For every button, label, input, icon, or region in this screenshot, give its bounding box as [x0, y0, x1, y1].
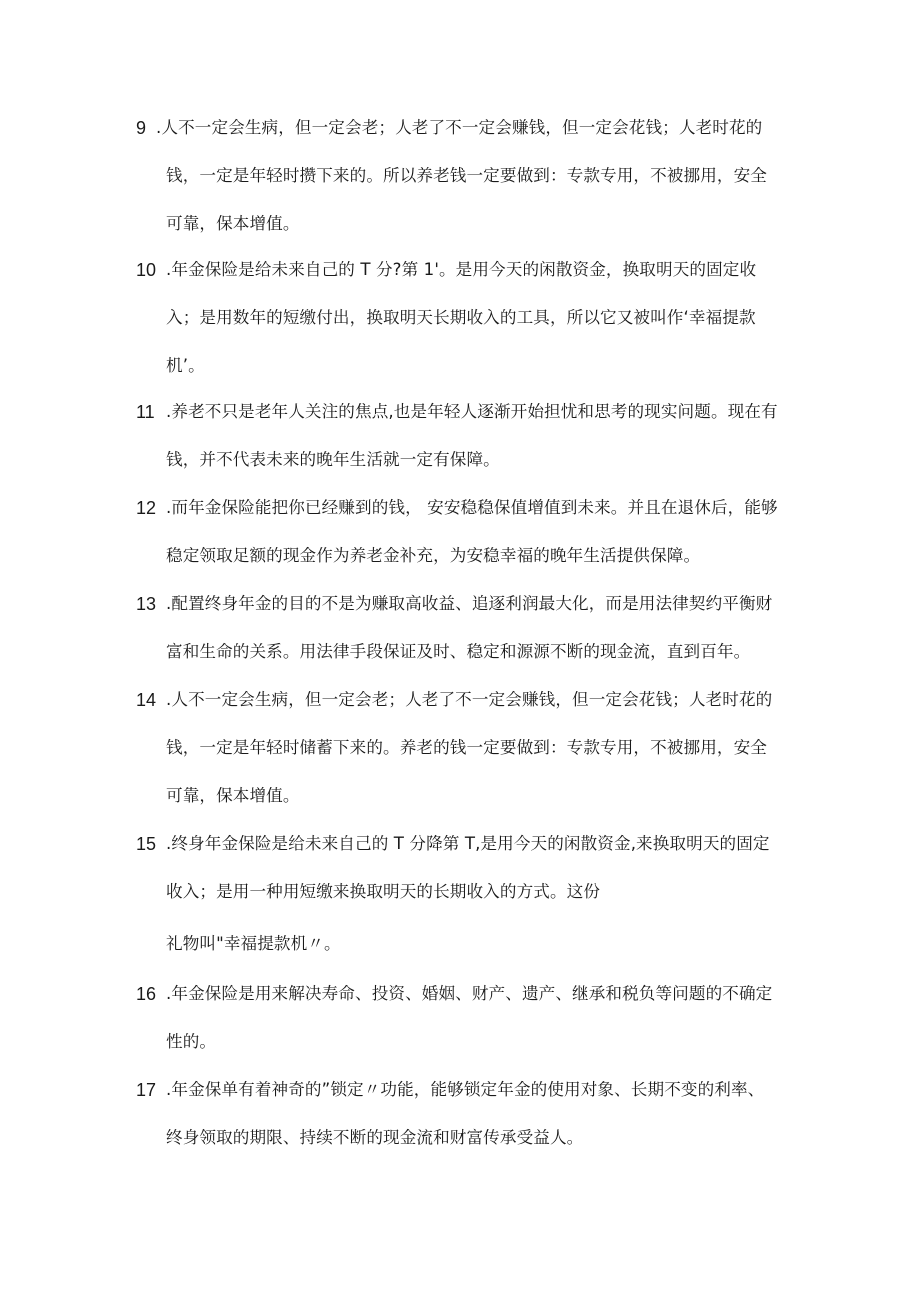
item-number: 12: [136, 498, 157, 518]
item-text-line: 收入；是用一种用短缴来换取明天的长期收入的方式。这份: [166, 882, 601, 901]
item-text-line: .年金保险是给未来自己的 T 分?第 1'。是用今天的闲散资金，换取明天的固定收: [166, 260, 757, 279]
item-number: 14: [136, 690, 157, 710]
item-text-line: .年金保单有着神奇的”锁定〃功能，能够锁定年金的使用对象、长期不变的利率、: [166, 1080, 765, 1099]
item-text-line: 入；是用数年的短缴付出，换取明天长期收入的工具，所以它又被叫作‘幸福提款: [166, 308, 756, 327]
item-text-line: 机’。: [166, 356, 205, 375]
item-text-line: 终身领取的期限、持续不断的现金流和财富传承受益人。: [166, 1128, 584, 1147]
item-text-line: 可靠，保本增值。: [166, 214, 300, 233]
item-text-line: 稳定领取足额的现金作为养老金补充，为安稳幸福的晚年生活提供保障。: [166, 546, 701, 565]
item-text-line: 可靠，保本增值。: [166, 786, 300, 805]
item-number: 13: [136, 594, 157, 614]
item-text-line: 钱，一定是年轻时储蓄下来的。养老的钱一定要做到：专款专用，不被挪用，安全: [166, 738, 767, 757]
item-text-line: .配置终身年金的目的不是为赚取高收益、追逐利润最大化，而是用法律契约平衡财: [166, 594, 773, 613]
item-text-line: 钱，一定是年轻时攒下来的。所以养老钱一定要做到：专款专用，不被挪用，安全: [166, 166, 767, 185]
item-text-line: 礼物叫"幸福提款机〃。: [166, 934, 341, 953]
item-text-line: 富和生命的关系。用法律手段保证及时、稳定和源源不断的现金流，直到百年。: [166, 642, 751, 661]
item-text-line: .人不一定会生病，但一定会老；人老了不一定会赚钱，但一定会花钱；人老时花的: [156, 118, 763, 137]
item-text-line: .而年金保险能把你已经赚到的钱， 安安稳稳保值增值到未来。并且在退休后，能够: [166, 498, 778, 517]
item-number: 15: [136, 834, 157, 854]
item-text-line: .养老不只是老年人关注的焦点,也是年轻人逐渐开始担忧和思考的现实问题。现在有: [166, 402, 778, 421]
item-text-line: 钱，并不代表未来的晚年生活就一定有保障。: [166, 450, 500, 469]
item-text-line: .终身年金保险是给未来自己的 T 分降第 T,是用今天的闲散资金,来换取明天的固定: [166, 834, 770, 853]
item-text-line: .年金保险是用来解决寿命、投资、婚姻、财产、遗产、继承和税负等问题的不确定: [166, 984, 773, 1003]
item-number: 16: [136, 984, 157, 1004]
item-number: 9: [136, 118, 147, 138]
item-number: 10: [136, 260, 157, 280]
item-text-line: 性的。: [166, 1032, 217, 1051]
item-number: 11: [136, 402, 155, 422]
item-number: 17: [136, 1080, 157, 1100]
item-text-line: .人不一定会生病，但一定会老；人老了不一定会赚钱，但一定会花钱；人老时花的: [166, 690, 773, 709]
